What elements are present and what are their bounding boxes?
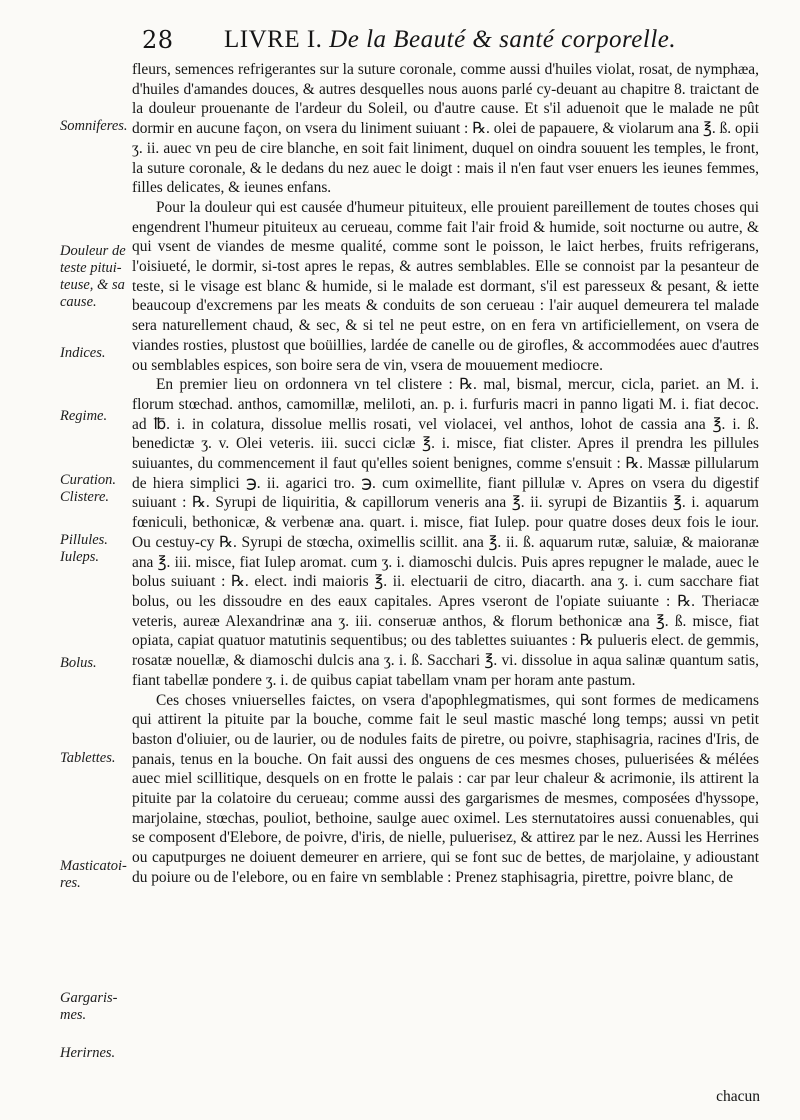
running-head [224,26,676,54]
main-text [132,60,759,888]
margin-note-herrines: Herirnes. [60,1045,116,1061]
paragraph-somniferes: fleurs, semences refrigerantes sur la suture coronale, comme aussi d'huiles violat, rosat, de nymphæa, d'huiles d'amandes douces, & autres desquelles nous auons parlé cy-deuant au chapitre 8. traictant de la douleur prouenante de l'ardeur du Soleil, ou d'autre cause. Et s'il aduenoit que le malade ne pût dormir en aucune façon, on vsera du liniment suiuant : ℞. olei de papauere, & violarum ana ℥. ß. opii ʒ. ii. auec vn peu de cire blanche, en soit fait liniment, duquel on oindra souuent les temples, le front, la suture coronale, & le dedans du nez auec le doigt : mais il n'en faut vser enuers les ieunes femmes, filles delicates, & ieunes enfans. [132,61,759,197]
page-number: 28 [142,26,174,54]
running-head-title: De la Beauté & santé corporelle. [329,26,677,53]
margin-note-douleur: Douleur de teste pitui-teuse, & sa cause. [60,243,126,310]
margin-note-regime: Regime. [60,408,108,424]
paragraph-apophlegmatismes: Ces choses vniuerselles faictes, on vsera d'apophlegmatismes, qui sont formes de medicamens qui attirent la pituite par la bouche, comme fait le seul mastic masché long temps; aussi vn petit baston d'oliuier, ou de laurier, ou de nodules faits de piretre, ou poivre, staphisagria, racines d'Iris, de panais, tenus en la bouche. On fait aussi des onguens de ces mesmes choses, puluerisées & mélées auec miel scillitique, desquels on en frotte le palais : car par leur chaleur & acrimonie, ils attirent la pituite par la colatoire du cerueau; comme aussi des gargarismes de mesmes, composées d'hyssope, marjolaine, stœchas, pouliot, bethoine, saulge auec oximel. Les sternutatoires aussi conuenables, qui se composent d'Elebore, de poivre, d'iris, de nielle, puluerisez, & attirez par le nez. Aussi les Herrines ou caputpurges ne doiuent demeurer en arriere, qui se font suc de bettes, de marjolaine, y adioustant du poiure ou de l'elebore, ou en faire vn semblable : Prenez staphisagria, pirettre, poivre blanc, de [132,691,759,886]
running-header [132,22,772,62]
margin-note-curation: Curation. Clistere. [60,472,116,505]
margin-note-tablettes: Tablettes. [60,750,116,766]
paragraph-curation: En premier lieu on ordonnera vn tel clistere : ℞. mal, bismal, mercur, cicla, pariet. an M. i. florum stœchad. anthos, camomillæ, meliloti, an. p. i. furfuris macri in panno ligati M. i. fiat decoc. ad ℔. i. in colatura, dissolue mellis rosati, vel violacei, vel anthos, lohot de cassia ana ℥. i. ß. benedictæ ʒ. v. Olei veteris. iii. succi ciclæ ℥. i. misce, fiat clister. Apres il prendra les pillules suiuantes, du commencement il faut qu'elles soient benignes, comme s'ensuit : ℞. Massæ pillularum de hiera simplici ℈. ii. agarici tro. ℈. cum oximellite, fiant pillulæ v. Apres on vsera du digestif suiuant : ℞. Syrupi de liquiritia, & capillorum veneris ana ℥. ii. syrupi de Bizantiis ℥. i. aquarum fœniculi, bethonicæ, & verbenæ ana. quart. i. misce, fiat Iulep. pour quatre doses deux fois le iour. Ou cestuy-cy ℞. Syrupi de stœcha, oximellis scillit. ana ℥. ii. ß. aquarum rutæ, saluiæ, & maioranæ ana ℥. iii. misce, fiat Iulep aromat. cum ʒ. i. diamoschi dulcis. Puis apres repugner le malade, auec le bolus suiuant : ℞. elect. indi maioris ℥. ii. electuarii de citro, diacarth. ana ʒ. i. cum sacchare fiat bolus, ou les dissoudre en des eaux capitales. Apres vseront de l'opiate suiuante : ℞. Theriacæ veteris, aureæ Alexandrinæ ana ʒ. iii. conseruæ anthos, & florum bethonicæ ana ℥. ß. misce, fiat opiata, capiat quatuor matutinis sequentibus; ou des tablettes suiuantes : ℞ pulueris elect. de gemmis, rosatæ nouellæ, & diamoschi dulcis ana ʒ. i. ß. Sacchari ℥. vi. dissolue in aqua salinæ quantum satis, fiant tabellæ pondere ʒ. i. de quibus capiat tabellam vnam per horam ante pastum. [132,376,759,689]
margin-note-indices: Indices. [60,345,106,361]
catchword: chacun [716,1088,760,1105]
running-head-book: LIVRE I. [224,26,323,53]
margin-note-bolus: Bolus. [60,655,97,671]
margin-note-gargarismes: Gargaris-mes. [60,990,118,1023]
paragraph-douleur-pituiteuse: Pour la douleur qui est causée d'humeur pituiteux, elle prouient pareillement de toutes choses qui engendrent l'humeur pituiteux au cerueau, comme fait l'air froid & humide, soit nocturne ou autre, & qui vsent de viandes de mesme qualité, comme sont le poisson, le laict herbes, fruits refrigerans, l'oisiueté, le dormir, si-tost apres le repas, & autres semblables. Elle se connoist par la pesanteur de teste, si le visage est blanc & humide, si le malade est dormant, s'il est paresseux & pesant, & iette beaucoup d'excremens par les meats & conduits de son cerueau : l'air auquel demeurera tel malade sera naturellement chaud, & sec, & si tel ne peut estre, on en fera vn artificiellement, on vsera de viandes rosties, plustost que boüillies, lardée de canelle ou de girofles, & accommodées auec d'autres ou semblables espices, son boire sera de vin, vsera de mouuement mediocre. [132,198,759,374]
margin-note-masticatoires: Masticatoi-res. [60,858,127,891]
margin-note-somniferes: Somniferes. [60,118,128,134]
margin-note-pillules: Pillules. Iuleps. [60,532,108,565]
